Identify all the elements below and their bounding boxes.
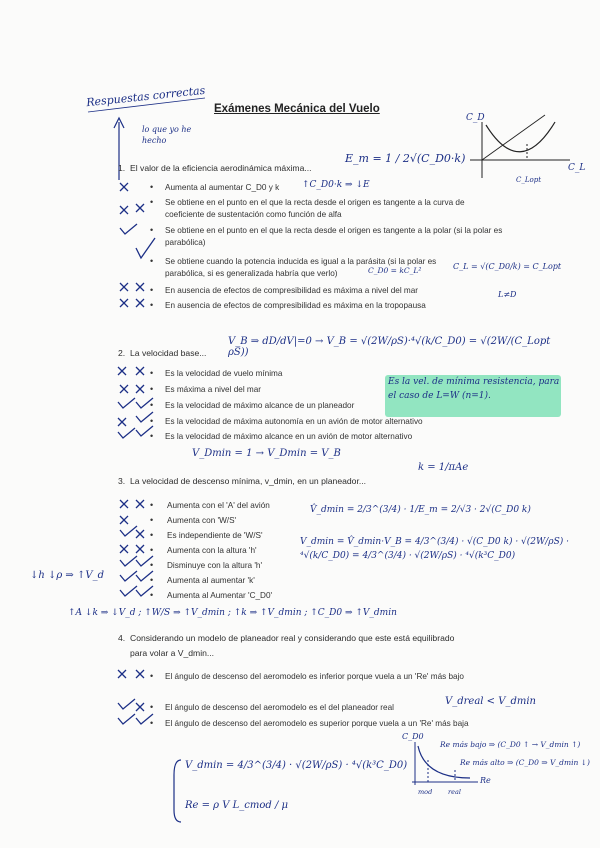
q4-formula-vdmin: V_dmin = 4/3^(3/4) · √(2W/ρS) · ⁴√(k³C_D0): [185, 760, 408, 771]
q2-option-2[interactable]: Es máxima a nivel del mar: [165, 385, 262, 394]
bullet: •: [150, 368, 154, 378]
q2-bottom-note: V_Dmin = 1 → V_Dmin = V_B: [192, 448, 341, 459]
polar-sketch: [470, 115, 570, 178]
q2-formula: V_B ⇒ dD/dV|=0 → V_B = √(2W/ρS)·⁴√(k/C_D0) = √(2W/(C_Lopt ρS)): [228, 336, 551, 358]
bullet: •: [150, 300, 154, 310]
q2-highlight-note: Es la vel. de mínima resistencia, para el caso de L=W (n=1).: [388, 377, 560, 401]
bullet: •: [150, 182, 154, 192]
q1-note-4: L≠D: [498, 290, 517, 299]
q1-note-1: ↑C_D0·k ⇒ ↓E: [302, 180, 370, 190]
q3-formula-vdmin: V_dmin = V̂_dmin·V_B = 4/3^(3/4) · √(C_D0 k) · √(2W/ρS) · ⁴√(k/C_D0) = 4/3^(3/4) · √(2W/ρS) · ⁴√(k³C_D0): [300, 537, 569, 561]
bullet: •: [150, 384, 154, 394]
bullet: •: [150, 575, 154, 585]
q2-text: La velocidad base...: [130, 348, 207, 358]
q2-option-4[interactable]: Es la velocidad de máxima autonomía en un avión de motor alternativo: [165, 417, 423, 426]
q2-option-3[interactable]: Es la velocidad de máximo alcance de un planeador: [165, 401, 355, 410]
bullet: •: [150, 431, 154, 441]
q1-option-5[interactable]: En ausencia de efectos de compresibilidad es máxima a nivel del mar: [165, 286, 419, 295]
cl-axis-label: C_L: [568, 163, 586, 173]
q4-note-2: Re más bajo ⇒ (C_D0 ↑ → V_dmin ↑): [440, 740, 581, 749]
bullet: •: [150, 197, 154, 207]
q1-formula: E_m = 1 / 2√(C_D0·k): [345, 152, 466, 165]
q4-text-2: para volar a V_dmin...: [130, 648, 215, 658]
q1-option-3[interactable]: Se obtiene en el punto en el que la recta desde el origen es tangente a la polar (si la polar es parabólica): [165, 226, 503, 247]
margin-note: Respuestas correctas: [85, 83, 206, 110]
q1-option-4[interactable]: Se obtiene cuando la potencia inducida es igual a la parásita (si la polar es parabólica, si es generalizada habría que verlo): [165, 257, 437, 278]
bullet: •: [150, 225, 154, 235]
mod-label: mod: [418, 788, 433, 796]
q3-number: 3.: [118, 476, 126, 486]
bullet: •: [150, 530, 154, 540]
q3-option-6[interactable]: Aumenta al aumentar 'k': [167, 576, 255, 585]
bullet: •: [150, 590, 154, 600]
q4-note-3: Re más alto ⇒ (C_D0 ⇒ V_dmin ↓): [460, 758, 590, 767]
bullet: •: [150, 256, 154, 266]
bullet: •: [150, 560, 154, 570]
cd-axis-label: C_D: [466, 113, 485, 123]
bullet: •: [150, 500, 154, 510]
bullet: •: [150, 416, 154, 426]
q2-number: 2.: [118, 348, 126, 358]
bullet: •: [150, 285, 154, 295]
bullet: •: [150, 702, 154, 712]
q3-option-7[interactable]: Aumenta al Aumentar 'C_D0': [167, 591, 273, 600]
re-axis-label: Re: [480, 776, 491, 785]
q3-option-1[interactable]: Aumenta con el 'A' del avión: [167, 501, 270, 510]
q2-option-1[interactable]: Es la velocidad de vuelo mínima: [165, 369, 283, 378]
q4-option-3[interactable]: El ángulo de descenso del aeromodelo es superior porque vuela a un 'Re' más baja: [165, 719, 469, 728]
q3-option-3[interactable]: Es independiente de 'W/S': [167, 531, 263, 540]
real-label: real: [448, 788, 461, 796]
cd0-axis-label: C_D0: [402, 732, 424, 741]
q3-formula-k: k = 1/πAe: [418, 462, 469, 473]
q4-formula-re: Re = ρ V L_cmod / μ: [185, 800, 289, 811]
page-title: Exámenes Mecánica del Vuelo: [214, 103, 380, 115]
q3-bottom-note: ↑A ↓k ⇒ ↓V_d ; ↑W/S ⇒ ↑V_dmin ; ↑k ⇒ ↑V_dmin ; ↑C_D0 ⇒ ↑V_dmin: [68, 608, 397, 618]
q1-note-3: C_L = √(C_D0/k) = C_Lopt: [453, 262, 562, 271]
q1-number: 1.: [118, 163, 126, 173]
q1-option-1[interactable]: Aumenta al aumentar C_D0 y k: [165, 183, 280, 192]
q4-option-2[interactable]: El ángulo de descenso del aeromodelo es el del planeador real: [165, 703, 394, 712]
bullet: •: [150, 671, 154, 681]
q2-option-5[interactable]: Es la velocidad de máximo alcance en un avión de motor alternativo: [165, 432, 413, 441]
q3-option-4[interactable]: Aumenta con la altura 'h': [167, 546, 257, 555]
q3-formula-vd-hat: V̂_dmin = 2/3^(3/4) · 1/E_m = 2/√3 · 2√(C_D0 k): [310, 505, 531, 515]
bullet: •: [150, 515, 154, 525]
q4-note-1: V_dreal < V_dmin: [445, 696, 536, 707]
clopt-label: C_Lopt: [516, 176, 542, 184]
q3-option-5[interactable]: Disminuye con la altura 'h': [167, 561, 263, 570]
q3-left-note: ↓h ↓ρ ⇒ ↑V_d: [30, 570, 104, 581]
q4-number: 4.: [118, 633, 126, 643]
q3-text: La velocidad de descenso mínima, v_dmin, en un planeador...: [130, 476, 367, 486]
q1-option-2[interactable]: Se obtiene en el punto en el que la recta desde el origen es tangente a la curva de coeficiente de sustentación como función de alfa: [165, 198, 465, 219]
q4-text-1: Considerando un modelo de planeador real y considerando que este está equilibrado: [130, 633, 455, 643]
bullet: •: [150, 718, 154, 728]
q4-option-1[interactable]: El ángulo de descenso del aeromodelo es inferior porque vuela a un 'Re' más bajo: [165, 672, 464, 681]
bullet: •: [150, 545, 154, 555]
q1-option-6[interactable]: En ausencia de efectos de compresibilidad es máxima en la tropopausa: [165, 301, 426, 310]
q1-text: El valor de la eficiencia aerodinámica máxima...: [130, 163, 312, 173]
bullet: •: [150, 400, 154, 410]
q3-option-2[interactable]: Aumenta con 'W/S': [167, 516, 237, 525]
legend-note: lo que yo he hecho: [142, 125, 192, 145]
q1-note-2: C_D0 = kC_L²: [368, 266, 422, 275]
